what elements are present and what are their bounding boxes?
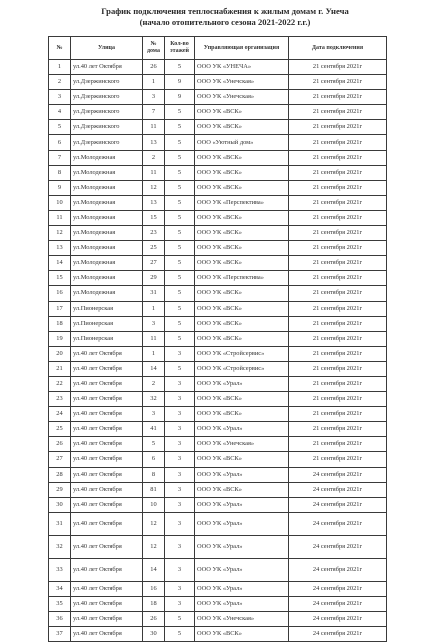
- table-row: [49, 558, 387, 581]
- cell-num: 8: [49, 165, 71, 180]
- cell-house: 11: [143, 331, 165, 346]
- table-row: [49, 120, 387, 135]
- cell-org: ООО УК «ВСК»: [195, 150, 289, 165]
- cell-count: 5: [165, 256, 195, 271]
- table-row: [49, 467, 387, 482]
- cell-house: 2: [143, 150, 165, 165]
- table-row: [49, 497, 387, 512]
- cell-org: ООО УК «ВСК»: [195, 627, 289, 642]
- cell-house: 81: [143, 482, 165, 497]
- table-row: [49, 596, 387, 611]
- table-row: [49, 105, 387, 120]
- table-row: [49, 612, 387, 627]
- cell-org: ООО УК «Унечская»: [195, 612, 289, 627]
- cell-date: 21 сентября 2021г: [289, 120, 387, 135]
- cell-street: ул.Дзержинского: [71, 75, 143, 90]
- cell-num: 4: [49, 105, 71, 120]
- cell-num: 35: [49, 596, 71, 611]
- cell-org: ООО УК «ВСК»: [195, 105, 289, 120]
- cell-count: 5: [165, 60, 195, 75]
- cell-house: 12: [143, 180, 165, 195]
- cell-org: ООО УК «ВСК»: [195, 331, 289, 346]
- cell-org: ООО УК «ВСК»: [195, 120, 289, 135]
- cell-org: ООО УК «Стройсервис»: [195, 361, 289, 376]
- table-row: [49, 75, 387, 90]
- cell-count: 5: [165, 180, 195, 195]
- cell-date: 21 сентября 2021г: [289, 331, 387, 346]
- cell-street: ул.40 лет Октября: [71, 512, 143, 535]
- table-row: [49, 627, 387, 642]
- cell-count: 5: [165, 241, 195, 256]
- cell-num: 30: [49, 497, 71, 512]
- table-row: [49, 376, 387, 391]
- cell-count: 3: [165, 512, 195, 535]
- cell-street: ул.Молодежная: [71, 271, 143, 286]
- cell-count: 3: [165, 407, 195, 422]
- table-row: [49, 90, 387, 105]
- table-row: [49, 60, 387, 75]
- cell-house: 5: [143, 437, 165, 452]
- cell-org: ООО УК «Урал»: [195, 497, 289, 512]
- cell-house: 14: [143, 558, 165, 581]
- cell-street: ул.40 лет Октября: [71, 452, 143, 467]
- cell-house: 26: [143, 612, 165, 627]
- cell-date: 24 сентября 2021г: [289, 558, 387, 581]
- cell-num: 28: [49, 467, 71, 482]
- cell-street: ул.Молодежная: [71, 165, 143, 180]
- cell-street: ул.40 лет Октября: [71, 612, 143, 627]
- cell-org: ООО УК «Унечская»: [195, 75, 289, 90]
- cell-num: 26: [49, 437, 71, 452]
- cell-count: 5: [165, 165, 195, 180]
- cell-org: ООО УК «ВСК»: [195, 241, 289, 256]
- cell-org: ООО УК «Урал»: [195, 596, 289, 611]
- table-header-row: [49, 37, 387, 60]
- cell-street: ул.40 лет Октября: [71, 482, 143, 497]
- table-row: [49, 210, 387, 225]
- header-num: №: [49, 37, 71, 60]
- cell-num: 25: [49, 422, 71, 437]
- cell-house: 32: [143, 392, 165, 407]
- table-row: [49, 135, 387, 150]
- table-row: [49, 286, 387, 301]
- cell-count: 9: [165, 90, 195, 105]
- table-row: [49, 180, 387, 195]
- cell-house: 1: [143, 75, 165, 90]
- cell-org: ООО УК «Унечская»: [195, 90, 289, 105]
- cell-org: ООО УК «Перспектива»: [195, 195, 289, 210]
- cell-date: 24 сентября 2021г: [289, 535, 387, 558]
- cell-count: 3: [165, 467, 195, 482]
- cell-street: ул.Дзержинского: [71, 105, 143, 120]
- cell-num: 13: [49, 241, 71, 256]
- cell-street: ул.40 лет Октября: [71, 627, 143, 642]
- cell-num: 31: [49, 512, 71, 535]
- table-row: [49, 361, 387, 376]
- cell-date: 24 сентября 2021г: [289, 627, 387, 642]
- cell-date: 24 сентября 2021г: [289, 467, 387, 482]
- table-row: [49, 301, 387, 316]
- cell-count: 3: [165, 346, 195, 361]
- cell-org: ООО УК «Урал»: [195, 535, 289, 558]
- cell-house: 29: [143, 271, 165, 286]
- table-row: [49, 422, 387, 437]
- cell-date: 21 сентября 2021г: [289, 60, 387, 75]
- cell-org: ООО «Уютный дом»: [195, 135, 289, 150]
- cell-org: ООО УК «УНЕЧА»: [195, 60, 289, 75]
- table-row: [49, 512, 387, 535]
- header-count: Кол-во этажей: [165, 37, 195, 60]
- cell-date: 21 сентября 2021г: [289, 210, 387, 225]
- cell-date: 21 сентября 2021г: [289, 180, 387, 195]
- cell-count: 5: [165, 612, 195, 627]
- cell-num: 27: [49, 452, 71, 467]
- cell-count: 5: [165, 195, 195, 210]
- table-body: [49, 60, 387, 642]
- cell-street: ул.40 лет Октября: [71, 535, 143, 558]
- cell-street: ул.Дзержинского: [71, 90, 143, 105]
- cell-num: 11: [49, 210, 71, 225]
- cell-num: 23: [49, 392, 71, 407]
- cell-count: 3: [165, 482, 195, 497]
- cell-org: ООО УК «ВСК»: [195, 482, 289, 497]
- cell-date: 21 сентября 2021г: [289, 407, 387, 422]
- cell-count: 3: [165, 535, 195, 558]
- cell-date: 21 сентября 2021г: [289, 361, 387, 376]
- cell-date: 21 сентября 2021г: [289, 256, 387, 271]
- cell-date: 21 сентября 2021г: [289, 452, 387, 467]
- header-org: Управляющая организация: [195, 37, 289, 60]
- cell-house: 12: [143, 535, 165, 558]
- cell-org: ООО УК «Урал»: [195, 512, 289, 535]
- cell-org: ООО УК «ВСК»: [195, 226, 289, 241]
- table-row: [49, 482, 387, 497]
- cell-house: 16: [143, 581, 165, 596]
- cell-count: 5: [165, 120, 195, 135]
- cell-num: 9: [49, 180, 71, 195]
- table-row: [49, 452, 387, 467]
- cell-count: 5: [165, 135, 195, 150]
- cell-date: 21 сентября 2021г: [289, 301, 387, 316]
- cell-num: 21: [49, 361, 71, 376]
- cell-house: 6: [143, 452, 165, 467]
- cell-count: 5: [165, 226, 195, 241]
- cell-date: 24 сентября 2021г: [289, 512, 387, 535]
- cell-org: ООО УК «Перспектива»: [195, 271, 289, 286]
- cell-house: 30: [143, 627, 165, 642]
- cell-count: 5: [165, 316, 195, 331]
- cell-street: ул.40 лет Октября: [71, 407, 143, 422]
- cell-num: 14: [49, 256, 71, 271]
- header-date: Дата подключения: [289, 37, 387, 60]
- cell-count: 5: [165, 627, 195, 642]
- cell-org: ООО УК «Урал»: [195, 581, 289, 596]
- cell-date: 24 сентября 2021г: [289, 596, 387, 611]
- cell-num: 29: [49, 482, 71, 497]
- cell-org: ООО УК «Урал»: [195, 422, 289, 437]
- cell-house: 3: [143, 90, 165, 105]
- cell-date: 21 сентября 2021г: [289, 150, 387, 165]
- cell-count: 3: [165, 392, 195, 407]
- table-row: [49, 437, 387, 452]
- cell-date: 24 сентября 2021г: [289, 497, 387, 512]
- cell-street: ул.40 лет Октября: [71, 558, 143, 581]
- cell-org: ООО УК «ВСК»: [195, 165, 289, 180]
- cell-num: 37: [49, 627, 71, 642]
- cell-count: 5: [165, 105, 195, 120]
- cell-street: ул.Пионерская: [71, 331, 143, 346]
- cell-house: 3: [143, 407, 165, 422]
- cell-count: 3: [165, 452, 195, 467]
- cell-house: 1: [143, 301, 165, 316]
- cell-org: ООО УК «Урал»: [195, 376, 289, 391]
- cell-num: 22: [49, 376, 71, 391]
- document-title: [60, 6, 390, 28]
- cell-date: 21 сентября 2021г: [289, 135, 387, 150]
- cell-count: 5: [165, 286, 195, 301]
- cell-house: 2: [143, 376, 165, 391]
- cell-org: ООО УК «ВСК»: [195, 210, 289, 225]
- cell-num: 19: [49, 331, 71, 346]
- cell-num: 12: [49, 226, 71, 241]
- cell-num: 20: [49, 346, 71, 361]
- cell-house: 25: [143, 241, 165, 256]
- cell-date: 21 сентября 2021г: [289, 226, 387, 241]
- cell-house: 27: [143, 256, 165, 271]
- cell-street: ул.40 лет Октября: [71, 376, 143, 391]
- cell-org: ООО УК «ВСК»: [195, 286, 289, 301]
- cell-house: 3: [143, 316, 165, 331]
- cell-num: 33: [49, 558, 71, 581]
- cell-count: 5: [165, 301, 195, 316]
- table-row: [49, 346, 387, 361]
- cell-org: ООО УК «ВСК»: [195, 256, 289, 271]
- cell-org: ООО УК «ВСК»: [195, 316, 289, 331]
- cell-num: 32: [49, 535, 71, 558]
- cell-street: ул.Молодежная: [71, 226, 143, 241]
- table-row: [49, 392, 387, 407]
- cell-num: 5: [49, 120, 71, 135]
- cell-street: ул.Дзержинского: [71, 135, 143, 150]
- cell-house: 41: [143, 422, 165, 437]
- cell-street: ул.Молодежная: [71, 195, 143, 210]
- table-row: [49, 271, 387, 286]
- cell-street: ул.Молодежная: [71, 286, 143, 301]
- cell-house: 12: [143, 512, 165, 535]
- cell-num: 10: [49, 195, 71, 210]
- cell-street: ул.40 лет Октября: [71, 361, 143, 376]
- cell-house: 26: [143, 60, 165, 75]
- cell-house: 10: [143, 497, 165, 512]
- cell-count: 5: [165, 150, 195, 165]
- cell-count: 9: [165, 75, 195, 90]
- cell-house: 31: [143, 286, 165, 301]
- cell-num: 34: [49, 581, 71, 596]
- table-row: [49, 195, 387, 210]
- title-line-2: (начало отопительного сезона 2021-2022 г.г.): [139, 17, 311, 27]
- cell-count: 5: [165, 331, 195, 346]
- cell-org: ООО УК «ВСК»: [195, 301, 289, 316]
- cell-date: 21 сентября 2021г: [289, 437, 387, 452]
- cell-org: ООО УК «Урал»: [195, 467, 289, 482]
- cell-street: ул.Молодежная: [71, 210, 143, 225]
- cell-house: 11: [143, 120, 165, 135]
- cell-street: ул.40 лет Октября: [71, 392, 143, 407]
- cell-date: 21 сентября 2021г: [289, 105, 387, 120]
- cell-house: 18: [143, 596, 165, 611]
- cell-count: 3: [165, 437, 195, 452]
- cell-date: 21 сентября 2021г: [289, 286, 387, 301]
- cell-num: 17: [49, 301, 71, 316]
- cell-street: ул.Молодежная: [71, 150, 143, 165]
- cell-date: 21 сентября 2021г: [289, 392, 387, 407]
- cell-street: ул.40 лет Октября: [71, 346, 143, 361]
- cell-date: 21 сентября 2021г: [289, 90, 387, 105]
- cell-num: 36: [49, 612, 71, 627]
- cell-num: 15: [49, 271, 71, 286]
- header-house: № дома: [143, 37, 165, 60]
- cell-street: ул.40 лет Октября: [71, 497, 143, 512]
- cell-house: 13: [143, 135, 165, 150]
- cell-date: 21 сентября 2021г: [289, 165, 387, 180]
- cell-date: 21 сентября 2021г: [289, 376, 387, 391]
- cell-street: ул.40 лет Октября: [71, 437, 143, 452]
- cell-num: 24: [49, 407, 71, 422]
- cell-date: 24 сентября 2021г: [289, 612, 387, 627]
- table-row: [49, 165, 387, 180]
- cell-date: 21 сентября 2021г: [289, 346, 387, 361]
- cell-street: ул.40 лет Октября: [71, 581, 143, 596]
- table-row: [49, 535, 387, 558]
- cell-count: 5: [165, 210, 195, 225]
- cell-date: 21 сентября 2021г: [289, 75, 387, 90]
- cell-count: 3: [165, 497, 195, 512]
- cell-org: ООО УК «ВСК»: [195, 407, 289, 422]
- cell-street: ул.Дзержинского: [71, 120, 143, 135]
- cell-count: 3: [165, 596, 195, 611]
- cell-date: 24 сентября 2021г: [289, 581, 387, 596]
- cell-date: 21 сентября 2021г: [289, 241, 387, 256]
- cell-house: 13: [143, 195, 165, 210]
- title-line-1: График подключения теплоснабжения к жилым домам г. Унеча: [101, 6, 349, 16]
- cell-street: ул.40 лет Октября: [71, 60, 143, 75]
- cell-date: 21 сентября 2021г: [289, 195, 387, 210]
- cell-count: 3: [165, 422, 195, 437]
- cell-house: 1: [143, 346, 165, 361]
- cell-org: ООО УК «Стройсервис»: [195, 346, 289, 361]
- cell-house: 8: [143, 467, 165, 482]
- cell-num: 18: [49, 316, 71, 331]
- cell-street: ул.40 лет Октября: [71, 596, 143, 611]
- table-row: [49, 581, 387, 596]
- table-row: [49, 316, 387, 331]
- cell-num: 16: [49, 286, 71, 301]
- cell-count: 5: [165, 361, 195, 376]
- cell-org: ООО УК «ВСК»: [195, 180, 289, 195]
- cell-street: ул.40 лет Октября: [71, 422, 143, 437]
- cell-house: 23: [143, 226, 165, 241]
- cell-num: 1: [49, 60, 71, 75]
- cell-street: ул.Молодежная: [71, 256, 143, 271]
- cell-house: 11: [143, 165, 165, 180]
- table-row: [49, 241, 387, 256]
- cell-house: 15: [143, 210, 165, 225]
- cell-house: 7: [143, 105, 165, 120]
- heating-schedule-table: [48, 36, 387, 642]
- cell-num: 2: [49, 75, 71, 90]
- cell-num: 3: [49, 90, 71, 105]
- cell-org: ООО УК «ВСК»: [195, 392, 289, 407]
- table-row: [49, 331, 387, 346]
- table-row: [49, 150, 387, 165]
- table-row: [49, 407, 387, 422]
- table-row: [49, 226, 387, 241]
- cell-org: ООО УК «Унечская»: [195, 437, 289, 452]
- cell-street: ул.Молодежная: [71, 180, 143, 195]
- cell-house: 14: [143, 361, 165, 376]
- cell-count: 5: [165, 271, 195, 286]
- cell-count: 3: [165, 558, 195, 581]
- table-row: [49, 256, 387, 271]
- cell-street: ул.Молодежная: [71, 241, 143, 256]
- header-street: Улица: [71, 37, 143, 60]
- cell-date: 21 сентября 2021г: [289, 316, 387, 331]
- cell-street: ул.40 лет Октября: [71, 467, 143, 482]
- cell-date: 24 сентября 2021г: [289, 482, 387, 497]
- cell-count: 3: [165, 581, 195, 596]
- cell-count: 3: [165, 376, 195, 391]
- cell-org: ООО УК «ВСК»: [195, 452, 289, 467]
- cell-date: 21 сентября 2021г: [289, 422, 387, 437]
- cell-date: 21 сентября 2021г: [289, 271, 387, 286]
- cell-org: ООО УК «Урал»: [195, 558, 289, 581]
- cell-street: ул.Пионерская: [71, 301, 143, 316]
- cell-num: 7: [49, 150, 71, 165]
- cell-num: 6: [49, 135, 71, 150]
- cell-street: ул.Пионерская: [71, 316, 143, 331]
